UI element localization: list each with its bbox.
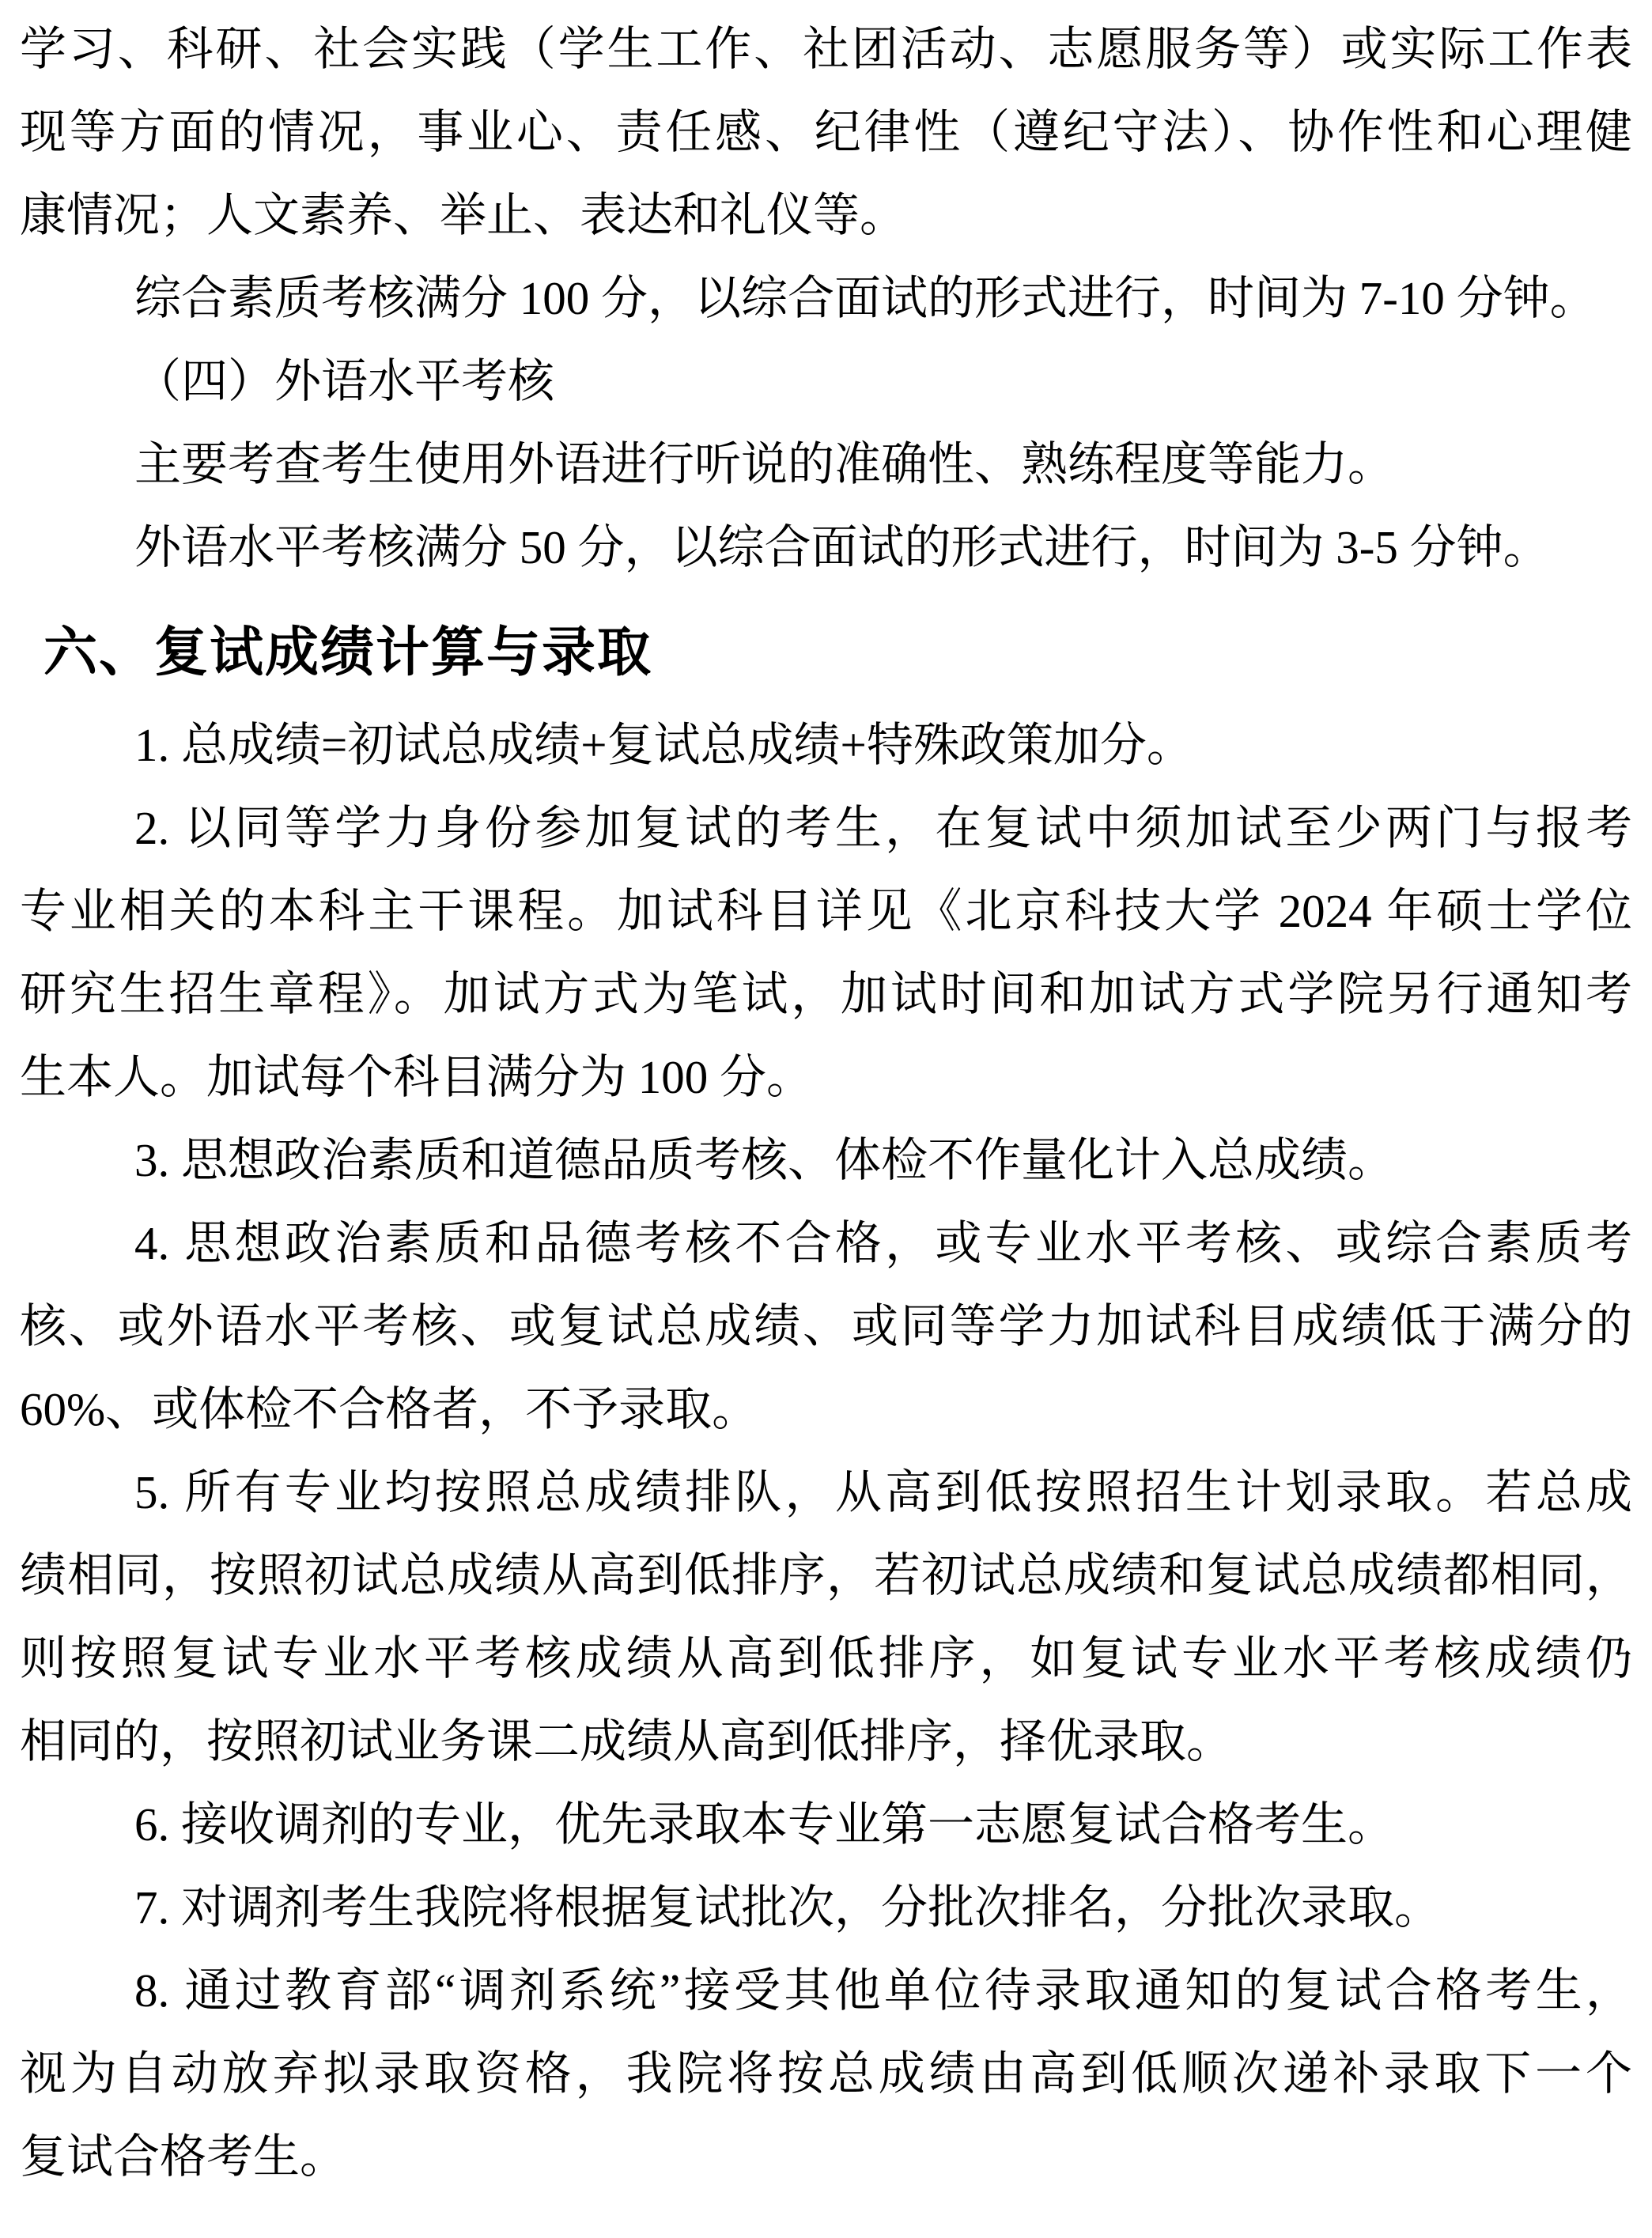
text-line: 视为自动放弃拟录取资格，我院将按总成绩由高到低顺次递补录取下一个 bbox=[20, 2047, 1632, 2100]
text-line: 绩相同，按照初试总成绩从高到低排序，若初试总成绩和复试总成绩都相同， bbox=[20, 1549, 1632, 1601]
text-line: 学习、科研、社会实践（学生工作、社团活动、志愿服务等）或实际工作表 bbox=[20, 23, 1632, 75]
text-line: 6. 接收调剂的专业，优先录取本专业第一志愿复试合格考生。 bbox=[134, 1798, 1395, 1851]
text-line: 7. 对调剂考生我院将根据复试批次，分批次排名，分批次录取。 bbox=[134, 1881, 1442, 1934]
text-line: 3. 思想政治素质和道德品质考核、体检不作量化计入总成绩。 bbox=[134, 1134, 1395, 1186]
text-line: 研究生招生章程》。加试方式为笔试，加试时间和加试方式学院另行通知考 bbox=[20, 968, 1632, 1020]
text-line: 主要考查考生使用外语进行听说的准确性、熟练程度等能力。 bbox=[134, 438, 1395, 490]
text-line: 5. 所有专业均按照总成绩排队，从高到低按照招生计划录取。若总成 bbox=[134, 1466, 1632, 1518]
text-line: 综合素质考核满分 100 分，以综合面试的形式进行，时间为 7-10 分钟。 bbox=[134, 272, 1597, 324]
text-line: 现等方面的情况，事业心、责任感、纪律性（遵纪守法）、协作性和心理健 bbox=[20, 106, 1632, 158]
text-line: 则按照复试专业水平考核成绩从高到低排序，如复试专业水平考核成绩仍 bbox=[20, 1632, 1632, 1684]
text-line: 康情况；人文素养、举止、表达和礼仪等。 bbox=[20, 189, 907, 241]
text-line: 60%、或体检不合格者，不予录取。 bbox=[20, 1383, 759, 1435]
text-line: 2. 以同等学力身份参加复试的考生，在复试中须加试至少两门与报考 bbox=[134, 802, 1632, 854]
text-line: 4. 思想政治素质和品德考核不合格，或专业水平考核、或综合素质考 bbox=[134, 1217, 1632, 1269]
text-line: 外语水平考核满分 50 分，以综合面试的形式进行，时间为 3-5 分钟。 bbox=[134, 521, 1550, 573]
document-body bbox=[20, 8, 1632, 2198]
text-line: 专业相关的本科主干课程。加试科目详见《北京科技大学 2024 年硕士学位 bbox=[20, 885, 1632, 937]
text-line: （四）外语水平考核 bbox=[134, 355, 555, 407]
text-line: 1. 总成绩=初试总成绩+复试总成绩+特殊政策加分。 bbox=[134, 719, 1193, 771]
text-line: 核、或外语水平考核、或复试总成绩、或同等学力加试科目成绩低于满分的 bbox=[20, 1300, 1632, 1352]
text-line: 生本人。加试每个科目满分为 100 分。 bbox=[20, 1051, 814, 1103]
text-line: 8. 通过教育部“调剂系统”接受其他单位待录取通知的复试合格考生， bbox=[134, 1964, 1632, 2017]
text-line: 复试合格考生。 bbox=[20, 2130, 347, 2183]
section-heading: 六、复试成绩计算与录取 bbox=[43, 622, 653, 682]
text-line: 相同的，按照初试业务课二成绩从高到低排序，择优录取。 bbox=[20, 1715, 1234, 1767]
